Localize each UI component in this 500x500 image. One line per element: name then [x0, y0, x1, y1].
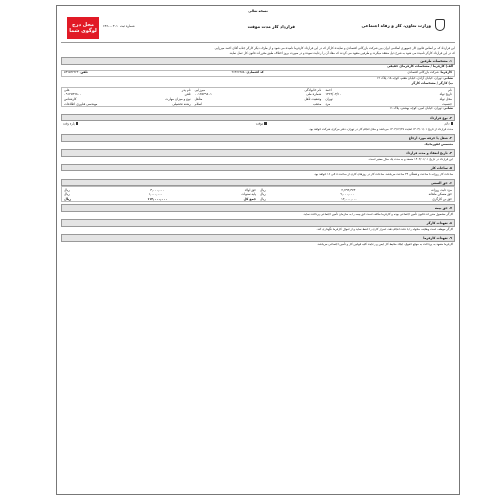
- checkbox-icon: [76, 122, 79, 125]
- contract-page: [56, 5, 460, 495]
- worker-subheading: ب) کارگر / مشخصات کارگر: [411, 81, 453, 86]
- working-hours-text: ساعات کار روزانه ۸ ساعت و هفتگی ۴۴ ساعت می‌باشد. ساعات کار در روزهای کاری از ساعت ۸ الی ۱۶ خواهد بود.: [313, 171, 453, 176]
- logo-placeholder-stamp: محل درج لوگوی شما: [67, 17, 99, 39]
- worker-col: نام پدر علی تلفن ۰۹۱۲۵۴۹۸۰۰ نوع و میزان مهارت کارشناس رشته تحصیلی مهندسی فناوری اطلاعات: [63, 87, 191, 106]
- wage-total-row: جمع کل ۱۱۲,۰۰۰,۰۰۰ ریال: [64, 196, 256, 201]
- option-permanent[interactable]: دائم: [444, 122, 453, 126]
- section-parties: ۱. مشخصات طرفین: [61, 57, 455, 65]
- wage-row: پایه سنوات ۱,۰۰۰,۰۰۰ ریال: [64, 192, 256, 197]
- insurance-text: کارگر مشمول مقررات قانون تأمین اجتماعی بوده و کارفرما مکلف است حق بیمه را به سازمان تأمین اجتماعی پرداخت نماید.: [303, 212, 453, 217]
- contract-title: قرارداد کار مدت موقت: [247, 24, 295, 30]
- duration-text: این قرارداد در تاریخ ۱۴۰۳/۰۱/۰۱ منعقد و به مدت یک سال معتبر است.: [368, 157, 453, 161]
- wage-row: حق اولاد ۳,۰۰۰,۰۰۰ ریال: [64, 187, 256, 192]
- section-worker-obligations: ۸. تعهدات کارگر: [61, 219, 455, 227]
- section-contract-type: ۲. نوع قرارداد: [61, 114, 455, 122]
- section-working-hours: ۵. ساعات کار: [61, 164, 455, 172]
- section-wages: ۶. حق السعی: [61, 179, 455, 187]
- option-part-time[interactable]: پاره وقت: [63, 122, 78, 126]
- employer-row: کارفرما: شرکت بازرگانی اقتصادی کد اقتصادی: ۲۶۴۶۶۳۸۸ تلفن: ۵۴۹۵۴۲۲۲۴: [61, 70, 455, 77]
- intro-paragraph: این قرارداد که بر اساس قانون کار جمهوری اسلامی ایران بین شرکت بازرگانی اقتصادی و نماینده کارگر که در این قرارداد کارفرما نامیده می شود و از طرف دیگر کارگر جناب آقای احمد میرزایی که در این قرارداد کارگر نامیده می شود به شرح ذیل منعقد میگردد و طرفین متعهد می گردند که مفاد آن را رعایت نموده و در صورت بروز اختلاف طبق مقررات قانون کار عمل نمایند: [214, 46, 455, 55]
- registration-number: شماره ثبت۰۰۳۰۱-۶۴۶: [103, 24, 135, 29]
- section-insurance: ۷. حق بیمه: [61, 204, 455, 212]
- job-title: متخصص انفورماتیک: [424, 142, 453, 147]
- worker-col: نام خانوادگی میرزایی شماره ملی ۰۰۱۲۵۴۹۸۰۱ وضعیت تأهل متأهل مذهب اسلام: [194, 87, 322, 106]
- wage-row: مزد ثابت روزانه ۲,۷۹۳,۳۷۴ ریال: [260, 187, 452, 192]
- wages-table: [61, 186, 455, 202]
- checkbox-icon: [264, 122, 267, 125]
- ministry-name: وزارت تعاون، کار و رفاه اجتماعی: [361, 23, 431, 29]
- option-temporary[interactable]: موقت: [256, 122, 267, 126]
- wage-row: حق بن کارگری ۱۴,۰۰۰,۰۰۰ ریال: [260, 196, 452, 201]
- section-job: ۳. شغل یا حرفه مورد ارجاع: [61, 134, 455, 142]
- worker-address-row: نشانی: تهران، خیابان امین، کوچه بهشتی، پلاک ۱۱: [389, 106, 453, 111]
- iran-emblem-icon: [435, 19, 445, 31]
- employer-address-row: نشانی: تهران، خیابان آزادی، خیابان هفتم، کوچه ۱۸، پلاک ۱۲: [376, 76, 453, 81]
- checkbox-icon: [451, 122, 454, 125]
- section-duration: ۴. تاریخ انعقاد و مدت قرارداد: [61, 149, 455, 157]
- worker-obligations-text: کارگر موظف است وظایف محوله را با دقت انجام دهد، اسرار کاری را حفظ نماید و از اموال کارفرما نگهداری کند.: [316, 227, 453, 232]
- document-header: [61, 15, 455, 43]
- employer-obligations-text: کارفرما متعهد به پرداخت به موقع حقوق، ایجاد محیط کار ایمن و رعایت کلیه قوانین کار و تأمین اجتماعی می‌باشد.: [316, 242, 453, 247]
- section-employer-obligations: ۹. تعهدات کارفرما: [61, 234, 455, 242]
- wages-col: [62, 187, 258, 201]
- worker-details: [61, 87, 455, 107]
- wage-row: حق مسکن ماهانه ۹,۰۰۰,۰۰۰ ریال: [260, 192, 452, 197]
- employer-subheading: الف) کارفرما / مشخصات کارفرمای حقیقی: [387, 64, 453, 69]
- contract-type-text: مدت قرارداد از تاریخ ۱۴۰۳/۰۱/۰۱ لغایت ۱۴۰۳/۱۲/۲۹ می‌باشد و محل انجام کار در تهران، دفتر مرکزی شرکت خواهد بود.: [308, 127, 453, 132]
- worker-col: نام احمد تاریخ تولد ۱۳۶۴/۰۳/۱۰ محل تولد تهران جنسیت مرد: [325, 87, 452, 106]
- wages-col: [258, 187, 454, 201]
- top-label: نسخه تعالی: [248, 9, 268, 13]
